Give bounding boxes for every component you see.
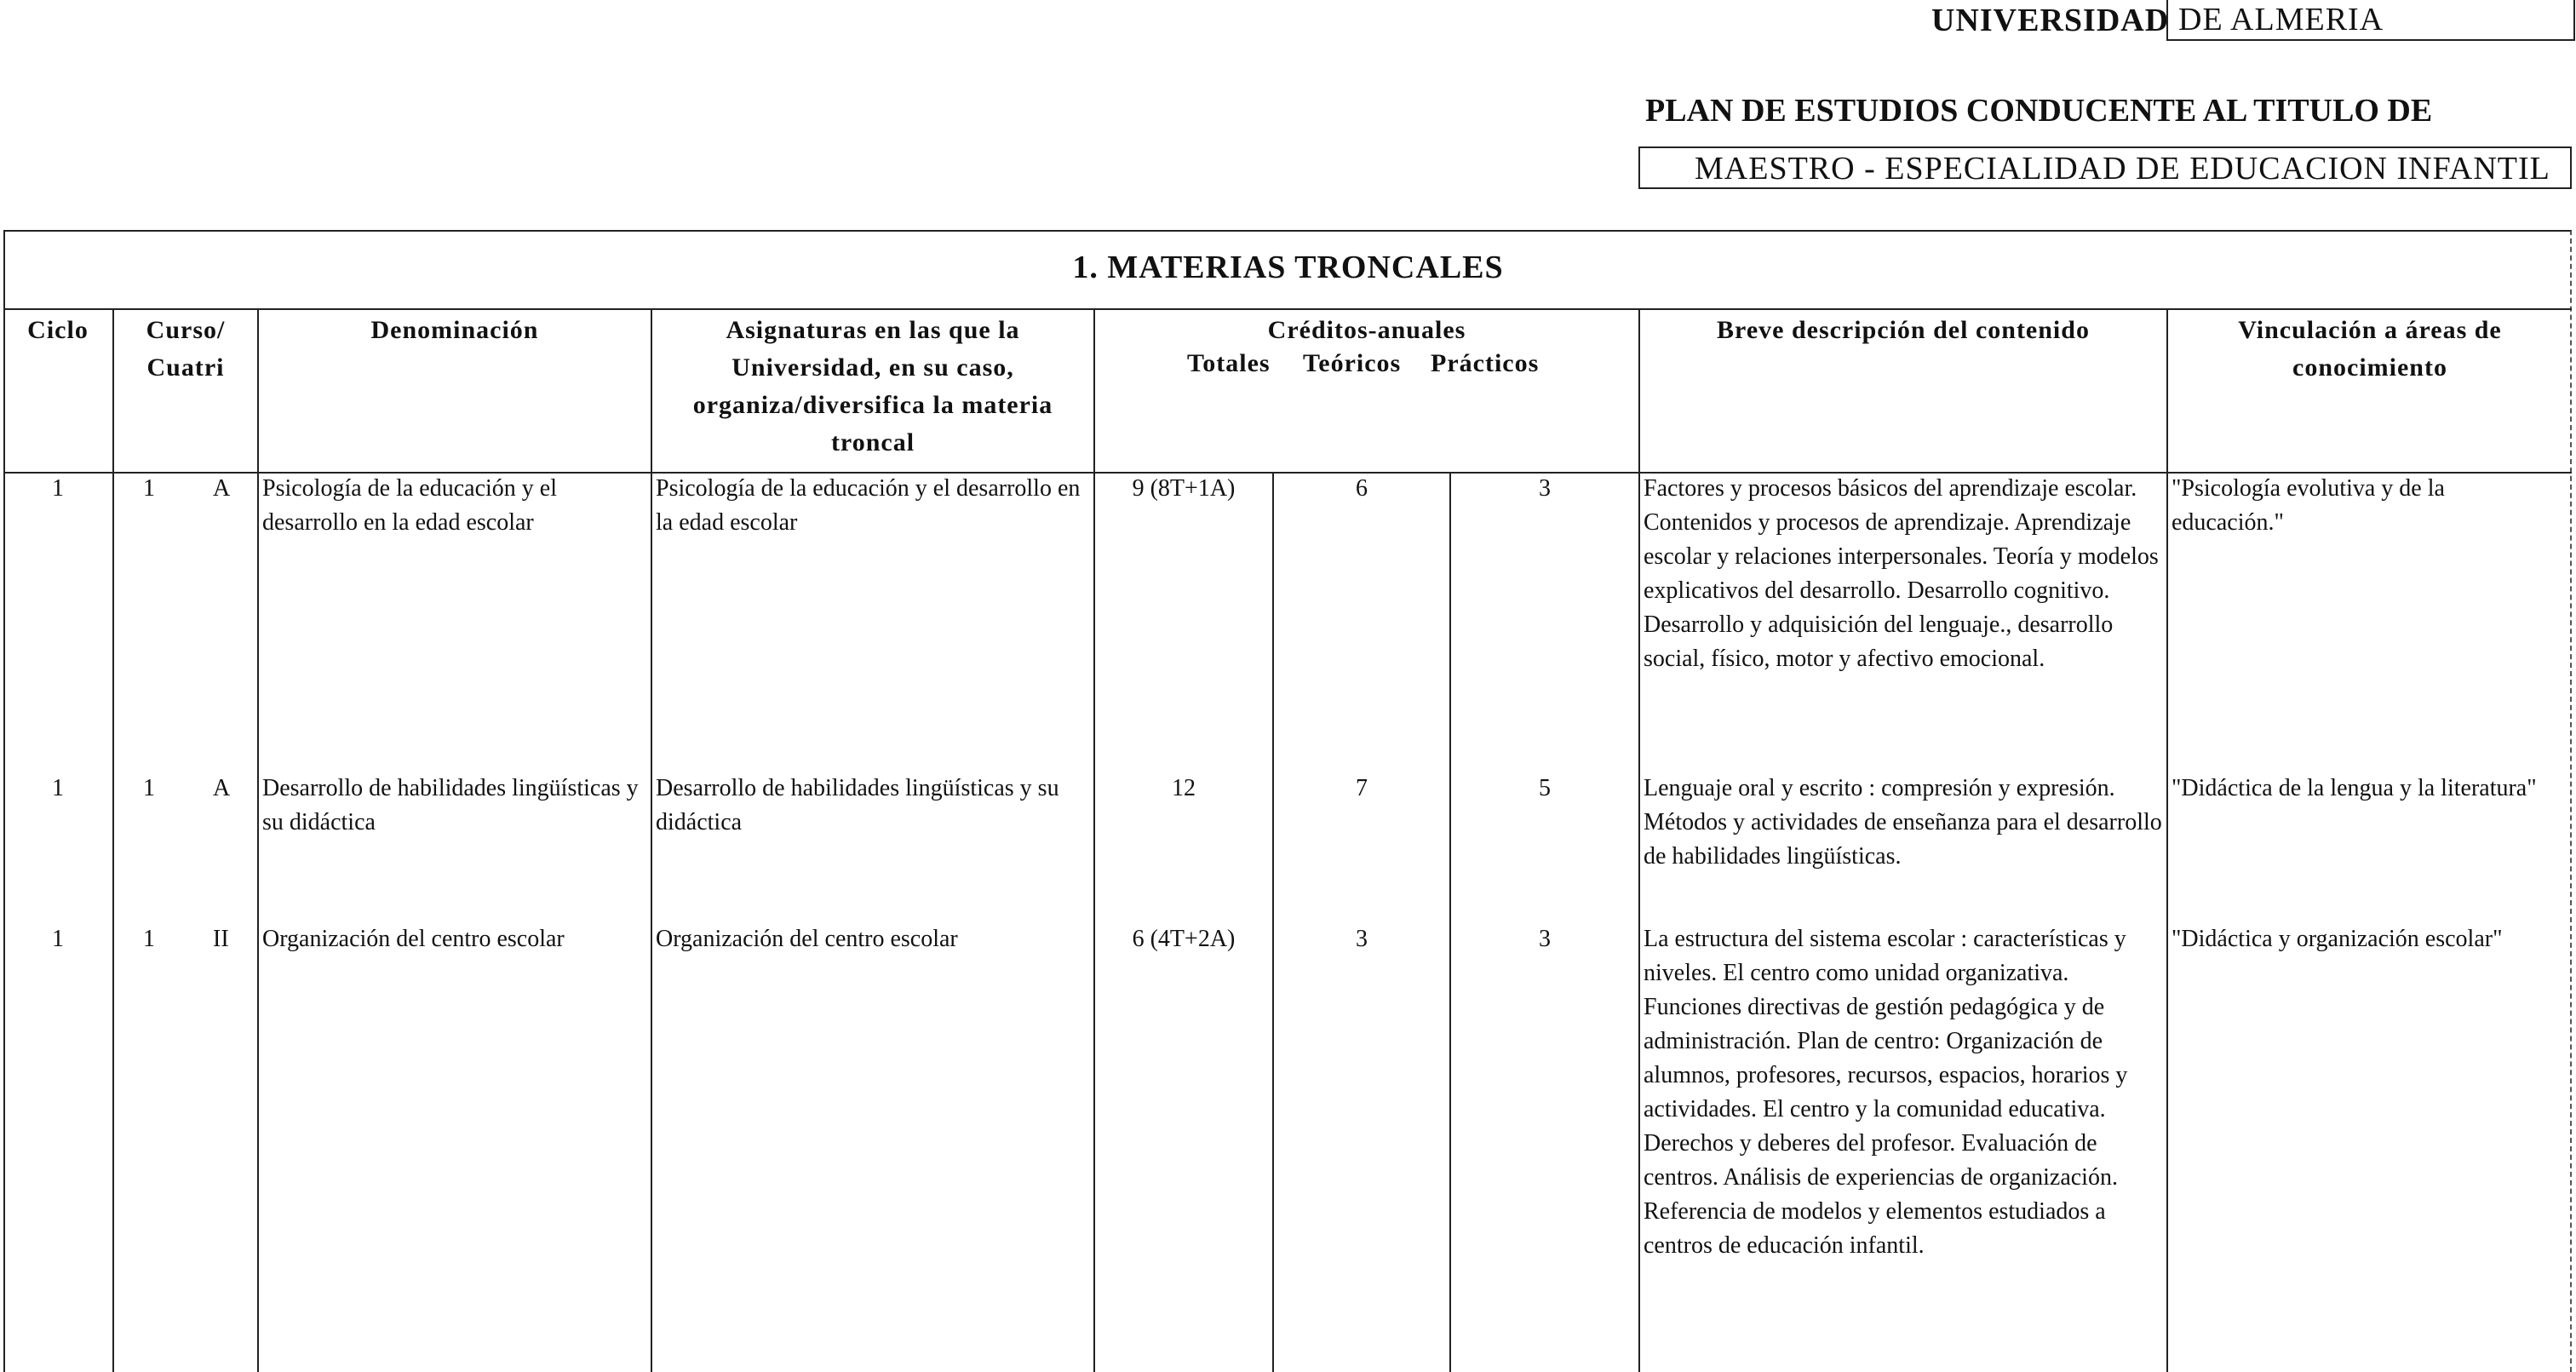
row1-curso: 1 — [143, 475, 155, 502]
row2-teoricos: 7 — [1356, 775, 1368, 801]
col-header-vinculacion-line2: conocimiento — [2292, 353, 2447, 382]
col-divider-denominacion — [651, 308, 652, 1372]
col-header-teoricos: Teóricos — [1303, 349, 1402, 377]
degree-box: MAESTRO - ESPECIALIDAD DE EDUCACION INFANTIL — [1638, 146, 2572, 189]
row1-teoricos: 6 — [1356, 475, 1368, 502]
row3-cuatri: II — [213, 926, 229, 952]
row1-asignatura: Psicología de la educación y el desarrollo en la edad escolar — [656, 475, 1081, 536]
col-header-ciclo: Ciclo — [27, 316, 89, 344]
plan-title: PLAN DE ESTUDIOS CONDUCENTE AL TITULO DE — [1645, 93, 2433, 129]
col-divider-curso — [257, 308, 259, 1372]
row1-practicos: 3 — [1539, 475, 1551, 502]
row2-totales: 12 — [1172, 775, 1196, 801]
row3-practicos: 3 — [1539, 926, 1551, 952]
col-header-vinculacion-line1: Vinculación a áreas de — [2238, 316, 2502, 344]
row2-asignatura: Desarrollo de habilidades lingüísticas y su didáctica — [656, 775, 1059, 835]
col-header-asignaturas-line3: organiza/diversifica la materia — [692, 391, 1053, 419]
row2-descripcion: Lenguaje oral y escrito : compresión y expresión. Métodos y actividades de enseñanza para el desarrollo de habilidades lingüísticas. — [1644, 775, 2162, 870]
header-top-rule — [3, 308, 2572, 310]
row3-ciclo: 1 — [52, 926, 64, 952]
row1-descripcion: Factores y procesos básicos del aprendizaje escolar. Contenidos y procesos de aprendizaje. Aprendizaje escolar y relaciones interpersonales. Teoría y modelos explicativos del desarrollo. Desarrollo cognitivo. Desarrollo y adquisición del lenguaje., desarrollo social, físico, motor y afectivo emocional. — [1644, 475, 2159, 672]
row1-vinculacion: "Psicología evolutiva y de la educación." — [2172, 475, 2445, 536]
col-header-curso: Curso/ — [146, 316, 226, 344]
col-header-asignaturas-line4: troncal — [830, 428, 915, 456]
row3-curso: 1 — [143, 926, 155, 952]
col-divider-descripcion — [2166, 308, 2168, 1372]
col-divider-creditos — [1638, 308, 1640, 1372]
col-header-totales: Totales — [1187, 349, 1271, 377]
col-header-cuatri: Cuatri — [146, 353, 225, 382]
row1-ciclo: 1 — [52, 475, 64, 502]
row1-cuatri: A — [213, 475, 231, 502]
col-divider-ciclo — [112, 308, 114, 1372]
row3-teoricos: 3 — [1356, 926, 1368, 952]
col-divider-asignaturas — [1093, 308, 1095, 1372]
row3-asignatura: Organización del centro escolar — [656, 926, 958, 952]
university-name-box: DE ALMERIA — [2166, 0, 2575, 41]
row1-totales: 9 (8T+1A) — [1132, 475, 1236, 502]
row2-ciclo: 1 — [52, 775, 64, 801]
row3-denominacion: Organización del centro escolar — [262, 926, 565, 952]
row3-vinculacion: "Didáctica y organización escolar" — [2172, 926, 2503, 952]
col-header-denominacion: Denominación — [370, 316, 539, 344]
row2-practicos: 5 — [1539, 775, 1551, 801]
row3-descripcion: La estructura del sistema escolar : características y niveles. El centro como unidad organizativa. Funciones directivas de gestión pedagógica y de administración. Plan de centro: Organización de alumnos, profesores, recursos, espacios, horarios y actividades. El centro y la comunidad educativa. Derechos y deberes del profesor. Evaluación de centros. Análisis de experiencias de organización. Referencia de modelos y elementos estudiados a centros de educación infantil. — [1644, 926, 2128, 1259]
university-label: UNIVERSIDAD — [1931, 3, 2170, 38]
row2-vinculacion: "Didáctica de la lengua y la literatura" — [2172, 775, 2537, 801]
section-title: 1. MATERIAS TRONCALES — [1072, 250, 1504, 285]
col-header-asignaturas-line1: Asignaturas en las que la — [726, 316, 1020, 344]
col-header-asignaturas-line2: Universidad, en su caso, — [731, 353, 1014, 382]
col-header-descripcion: Breve descripción del contenido — [1717, 316, 2090, 344]
row2-curso: 1 — [143, 775, 155, 801]
col-header-creditos: Créditos-anuales — [1267, 316, 1466, 344]
row3-totales: 6 (4T+2A) — [1132, 926, 1236, 952]
row1-denominacion: Psicología de la educación y el desarrollo en la edad escolar — [262, 475, 557, 536]
row2-denominacion: Desarrollo de habilidades lingüísticas y su didáctica — [262, 775, 639, 835]
row2-cuatri: A — [213, 775, 231, 801]
col-header-practicos: Prácticos — [1431, 349, 1540, 377]
